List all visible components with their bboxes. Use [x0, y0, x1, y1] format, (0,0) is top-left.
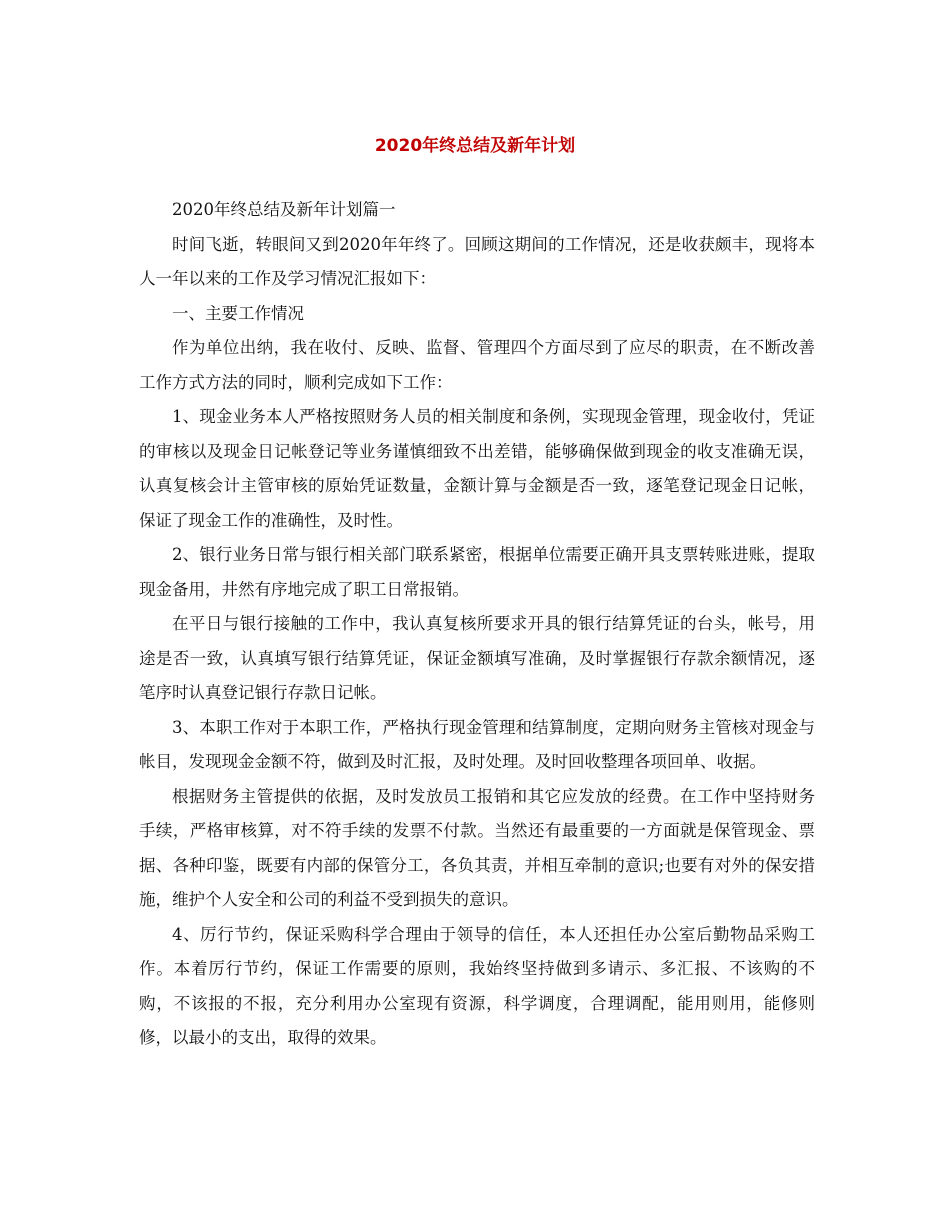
document-title: 2020年终总结及新年计划 — [374, 136, 576, 157]
paragraph: 一、主要工作情况 — [172, 303, 304, 323]
paragraph: 作为单位出纳，我在收付、反映、监督、管理四个方面尽到了应尽的职责，在不断改善工作方式方法的同时，顺利完成如下工作： — [139, 338, 815, 392]
document-body — [139, 193, 815, 1056]
paragraph: 2020年终总结及新年计划篇一 — [172, 200, 396, 219]
paragraph: 根据财务主管提供的依据，及时发放员工报销和其它应发放的经费。在工作中坚持财务手续，严格审核算，对不符手续的发票不付款。当然还有最重要的一方面就是保管现金、票据、各种印鉴，既要有内部的保管分工，各负其责，并相互牵制的意识;也要有对外的保安措施，维护个人安全和公司的利益不受到损失的意识。 — [139, 786, 815, 909]
paragraph: 2、银行业务日常与银行相关部门联系紧密，根据单位需要正确开具支票转账进账，提取现金备用，井然有序地完成了职工日常报销。 — [139, 545, 815, 599]
paragraph: 时间飞逝，转眼间又到2020年年终了。回顾这期间的工作情况，还是收获颇丰，现将本人一年以来的工作及学习情况汇报如下： — [139, 234, 815, 288]
paragraph: 3、本职工作对于本职工作，严格执行现金管理和结算制度，定期向财务主管核对现金与帐目，发现现金金额不符，做到及时汇报，及时处理。及时回收整理各项回单、收据。 — [139, 717, 815, 771]
paragraph: 1、现金业务本人严格按照财务人员的相关制度和条例，实现现金管理，现金收付，凭证的审核以及现金日记帐登记等业务谨慎细致不出差错，能够确保做到现金的收支准确无误，认真复核会计主管审核的原始凭证数量，金额计算与金额是否一致，逐笔登记现金日记帐，保证了现金工作的准确性，及时性。 — [139, 407, 815, 530]
paragraph: 4、厉行节约，保证采购科学合理由于领导的信任，本人还担任办公室后勤物品采购工作。本着厉行节约，保证工作需要的原则，我始终坚持做到多请示、多汇报、不该购的不购，不该报的不报，充分利用办公室现有资源，科学调度，合理调配，能用则用，能修则修，以最小的支出，取得的效果。 — [139, 924, 815, 1047]
paragraph: 在平日与银行接触的工作中，我认真复核所要求开具的银行结算凭证的台头，帐号，用途是否一致，认真填写银行结算凭证，保证金额填写准确，及时掌握银行存款余额情况，逐笔序时认真登记银行存款日记帐。 — [139, 614, 815, 702]
